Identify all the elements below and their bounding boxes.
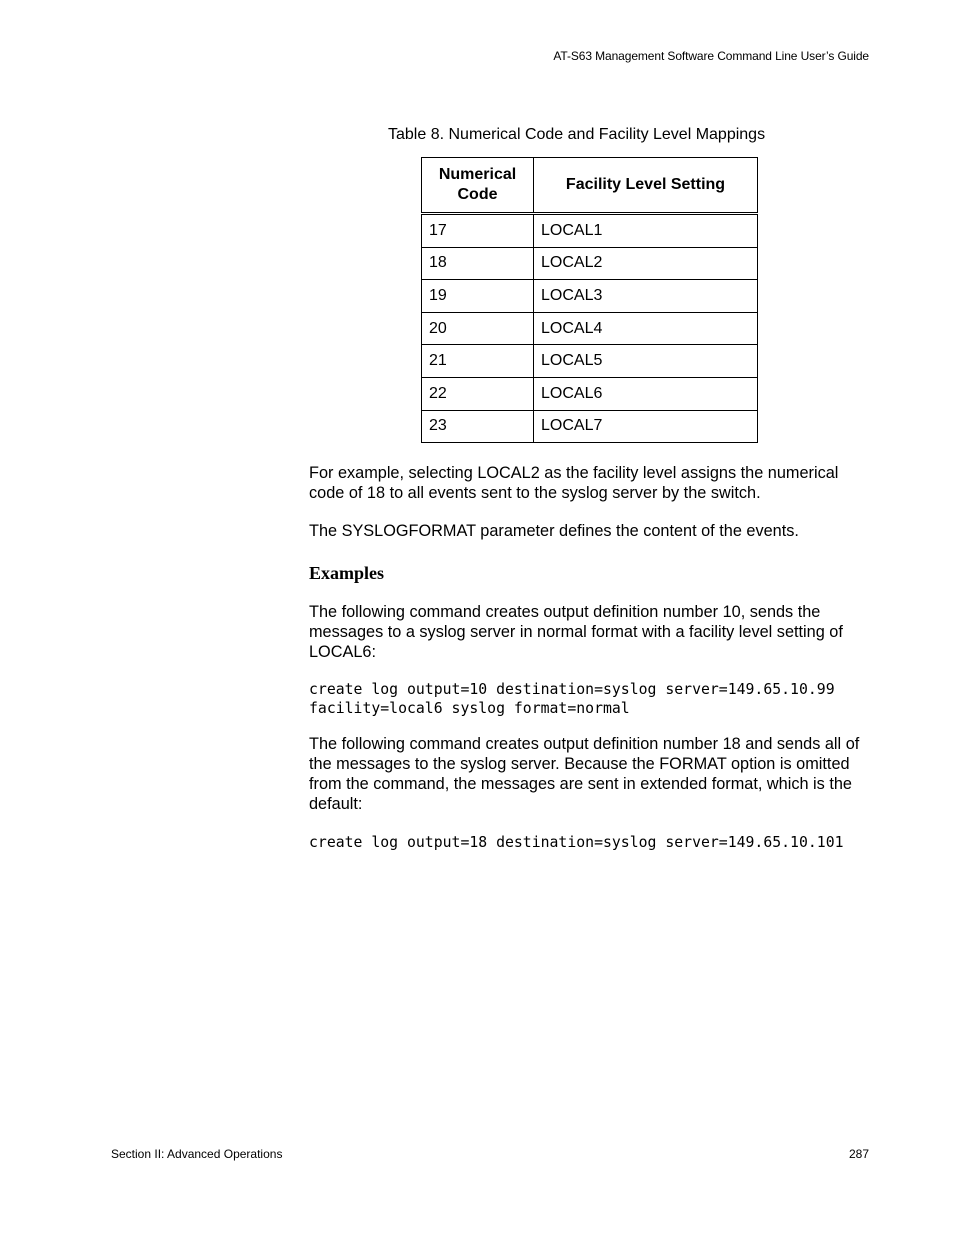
code-cell: 20 [422,312,534,345]
facility-cell: LOCAL7 [534,410,758,443]
code-cell: 18 [422,247,534,280]
paragraph-local2-example: For example, selecting LOCAL2 as the facility level assigns the numerical code of 18 to all events sent to the syslog server by the switch. [309,464,839,502]
paragraph-example-1: The following command creates output definition number 10, sends the messages to a syslog server in normal format with a facility level setting of LOCAL6: [309,603,843,661]
running-header: AT-S63 Management Software Command Line User’s Guide [553,49,869,63]
facility-cell: LOCAL2 [534,247,758,280]
code-line: facility=local6 syslog format=normal [309,700,630,717]
code-line: create log output=10 destination=syslog server=149.65.10.99 [309,681,835,698]
facility-cell: LOCAL5 [534,345,758,378]
table-row [422,410,758,443]
facility-mapping-table [421,157,758,443]
code-example-2: create log output=18 destination=syslog server=149.65.10.101 [309,834,844,851]
column-header-facility-level: Facility Level Setting [534,158,758,214]
table-row [422,214,758,248]
table-header-row [422,158,758,214]
column-header-numerical-code: Numerical Code [422,158,534,214]
code-cell: 19 [422,280,534,313]
facility-cell: LOCAL3 [534,280,758,313]
code-cell: 23 [422,410,534,443]
examples-heading: Examples [309,563,385,583]
table-row [422,377,758,410]
table-row [422,247,758,280]
paragraph-example-2: The following command creates output definition number 18 and sends all of the messages to the syslog server. Because the FORMAT option is omitted from the command, the messages are sent in extended format, which is the default: [309,735,860,813]
code-cell: 22 [422,377,534,410]
facility-cell: LOCAL4 [534,312,758,345]
code-cell: 21 [422,345,534,378]
table-row [422,345,758,378]
facility-cell: LOCAL6 [534,377,758,410]
table-caption: Table 8. Numerical Code and Facility Level Mappings [388,126,766,143]
footer-section: Section II: Advanced Operations [111,1147,283,1161]
paragraph-syslogformat: The SYSLOGFORMAT parameter defines the content of the events. [309,522,799,540]
page-number: 287 [848,1147,869,1161]
code-example-1 [309,680,835,718]
code-cell: 17 [422,214,534,248]
facility-cell: LOCAL1 [534,214,758,248]
table-row [422,312,758,345]
table-row [422,280,758,313]
